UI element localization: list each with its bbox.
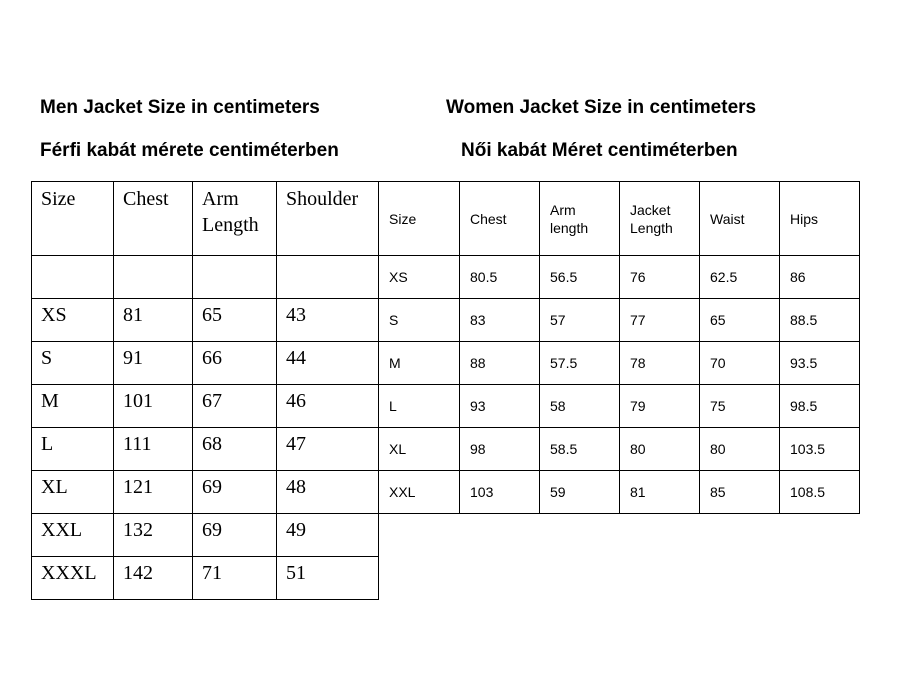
table-cell: 83 bbox=[460, 299, 540, 342]
table-row bbox=[379, 299, 860, 342]
table-cell bbox=[114, 256, 193, 299]
men-title-english: Men Jacket Size in centimeters bbox=[40, 97, 320, 118]
column-header: Waist bbox=[700, 182, 780, 256]
men-title-hungarian: Férfi kabát mérete centiméterben bbox=[40, 140, 339, 161]
table-row bbox=[32, 428, 379, 471]
table-cell: XXL bbox=[32, 514, 114, 557]
table-row bbox=[379, 256, 860, 299]
table-cell: 93 bbox=[460, 385, 540, 428]
table-cell: L bbox=[379, 385, 460, 428]
column-header: Shoulder bbox=[277, 182, 379, 256]
table-row bbox=[32, 471, 379, 514]
table-row bbox=[379, 428, 860, 471]
table-cell: 46 bbox=[277, 385, 379, 428]
table-cell: 132 bbox=[114, 514, 193, 557]
table-cell: 85 bbox=[700, 471, 780, 514]
women-title-hungarian: Női kabát Méret centiméterben bbox=[461, 140, 738, 161]
table-cell: 111 bbox=[114, 428, 193, 471]
table-cell: 75 bbox=[700, 385, 780, 428]
table-cell: 88.5 bbox=[780, 299, 860, 342]
table-cell: 58.5 bbox=[540, 428, 620, 471]
table-cell: S bbox=[32, 342, 114, 385]
column-header: Jacket Length bbox=[620, 182, 700, 256]
table-row bbox=[32, 385, 379, 428]
table-cell: 93.5 bbox=[780, 342, 860, 385]
table-cell: 91 bbox=[114, 342, 193, 385]
table-cell: 80 bbox=[700, 428, 780, 471]
table-cell: 101 bbox=[114, 385, 193, 428]
table-cell: M bbox=[32, 385, 114, 428]
table-cell: 69 bbox=[193, 514, 277, 557]
table-cell: 98 bbox=[460, 428, 540, 471]
table-cell: M bbox=[379, 342, 460, 385]
table-cell bbox=[277, 256, 379, 299]
women-title-english: Women Jacket Size in centimeters bbox=[446, 97, 757, 118]
column-header: Size bbox=[379, 182, 460, 256]
column-header: Arm length bbox=[540, 182, 620, 256]
table-cell: 77 bbox=[620, 299, 700, 342]
table-cell: 86 bbox=[780, 256, 860, 299]
table-cell bbox=[193, 256, 277, 299]
table-row bbox=[32, 299, 379, 342]
table-cell: 71 bbox=[193, 557, 277, 600]
table-cell: XS bbox=[379, 256, 460, 299]
women-size-table bbox=[378, 181, 860, 514]
table-row bbox=[379, 385, 860, 428]
table-cell: 108.5 bbox=[780, 471, 860, 514]
column-header: Size bbox=[32, 182, 114, 256]
table-cell: 57.5 bbox=[540, 342, 620, 385]
table-cell: 67 bbox=[193, 385, 277, 428]
table-row bbox=[32, 557, 379, 600]
table-cell bbox=[32, 256, 114, 299]
table-cell: 142 bbox=[114, 557, 193, 600]
table-cell: 48 bbox=[277, 471, 379, 514]
table-cell: 44 bbox=[277, 342, 379, 385]
table-cell: 62.5 bbox=[700, 256, 780, 299]
women-table-header-row bbox=[379, 182, 860, 256]
table-cell: XL bbox=[32, 471, 114, 514]
table-cell: 69 bbox=[193, 471, 277, 514]
table-cell: 57 bbox=[540, 299, 620, 342]
table-cell: XXXL bbox=[32, 557, 114, 600]
table-cell: S bbox=[379, 299, 460, 342]
men-size-table bbox=[31, 181, 379, 600]
table-row bbox=[32, 256, 379, 299]
table-cell: 81 bbox=[114, 299, 193, 342]
column-header: Chest bbox=[114, 182, 193, 256]
table-cell: 56.5 bbox=[540, 256, 620, 299]
table-cell: 65 bbox=[700, 299, 780, 342]
table-row bbox=[32, 514, 379, 557]
table-cell: 79 bbox=[620, 385, 700, 428]
women-table-body bbox=[379, 256, 860, 514]
table-cell: 103.5 bbox=[780, 428, 860, 471]
table-cell: 121 bbox=[114, 471, 193, 514]
table-row bbox=[379, 342, 860, 385]
table-cell: 47 bbox=[277, 428, 379, 471]
column-header: Chest bbox=[460, 182, 540, 256]
table-cell: 43 bbox=[277, 299, 379, 342]
table-cell: 49 bbox=[277, 514, 379, 557]
table-cell: 66 bbox=[193, 342, 277, 385]
table-cell: 65 bbox=[193, 299, 277, 342]
men-table-body bbox=[32, 256, 379, 600]
column-header: Arm Length bbox=[193, 182, 277, 256]
table-cell: 68 bbox=[193, 428, 277, 471]
table-cell: 58 bbox=[540, 385, 620, 428]
column-header: Hips bbox=[780, 182, 860, 256]
table-cell: 80.5 bbox=[460, 256, 540, 299]
table-cell: XL bbox=[379, 428, 460, 471]
table-cell: 78 bbox=[620, 342, 700, 385]
table-cell: XXL bbox=[379, 471, 460, 514]
table-cell: 76 bbox=[620, 256, 700, 299]
table-cell: 51 bbox=[277, 557, 379, 600]
table-cell: XS bbox=[32, 299, 114, 342]
table-cell: 80 bbox=[620, 428, 700, 471]
men-table-header-row bbox=[32, 182, 379, 256]
table-cell: 88 bbox=[460, 342, 540, 385]
table-cell: 81 bbox=[620, 471, 700, 514]
table-cell: L bbox=[32, 428, 114, 471]
table-cell: 70 bbox=[700, 342, 780, 385]
table-row bbox=[32, 342, 379, 385]
table-row bbox=[379, 471, 860, 514]
table-cell: 59 bbox=[540, 471, 620, 514]
table-cell: 103 bbox=[460, 471, 540, 514]
table-cell: 98.5 bbox=[780, 385, 860, 428]
